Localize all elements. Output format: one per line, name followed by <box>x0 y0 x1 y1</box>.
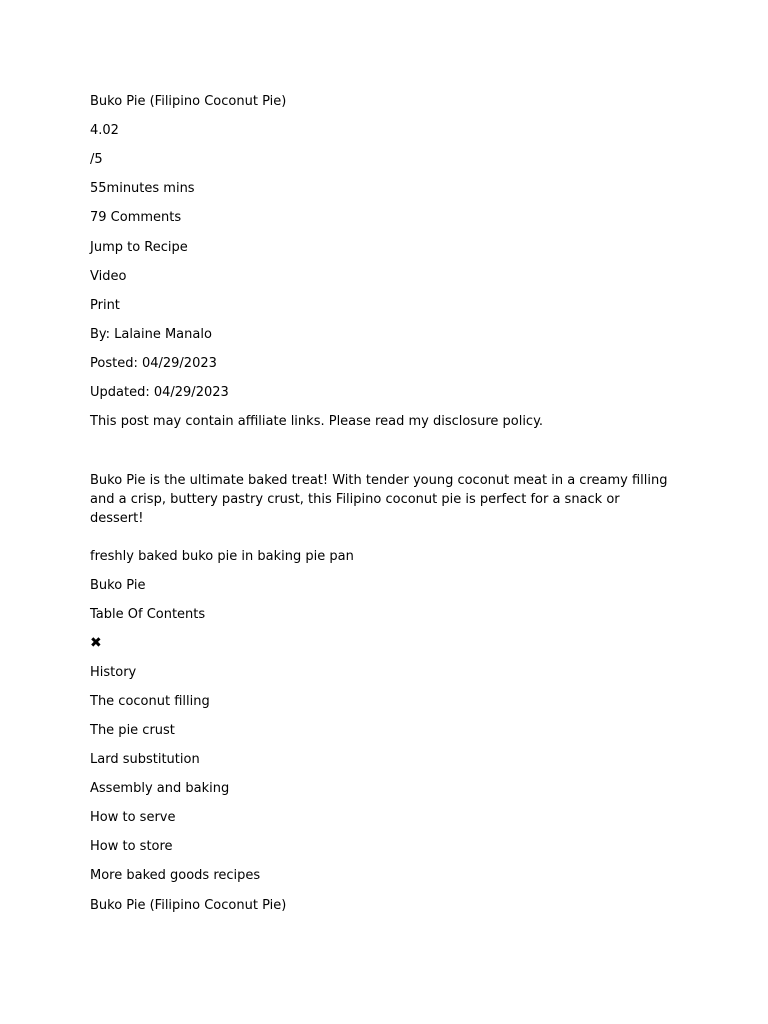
updated-date: Updated: 04/29/2023 <box>90 385 229 400</box>
jump-to-recipe-link[interactable]: Jump to Recipe <box>90 240 188 255</box>
toc-item-lard-substitution[interactable]: Lard substitution <box>90 752 200 767</box>
toc-item-recipe-card[interactable]: Buko Pie (Filipino Coconut Pie) <box>90 898 287 913</box>
disclosure-prefix: This post may contain affiliate links. Please read my <box>90 414 433 429</box>
rating-max: /5 <box>90 152 103 167</box>
post-title: Buko Pie (Filipino Coconut Pie) <box>90 94 287 109</box>
toc-title[interactable]: Table Of Contents <box>90 607 206 622</box>
toc-item-more-recipes[interactable]: More baked goods recipes <box>90 868 261 883</box>
disclosure-suffix: . <box>538 414 544 429</box>
toc-close-icon[interactable]: ✖ <box>90 635 102 651</box>
author-byline: By: Lalaine Manalo <box>90 327 212 342</box>
print-link[interactable]: Print <box>90 298 120 313</box>
disclosure-policy-link[interactable]: disclosure policy <box>432 414 539 429</box>
toc-item-coconut-filling[interactable]: The coconut filling <box>90 694 210 709</box>
toc-item-assembly-baking[interactable]: Assembly and baking <box>90 781 230 796</box>
toc-item-history[interactable]: History <box>90 665 137 680</box>
intro-paragraph: Buko Pie is the ultimate baked treat! With tender young coconut meat in a creamy filling and a crisp, buttery pastry crust, this Filipino coconut pie is perfect for a snack or dessert! <box>90 473 668 526</box>
recipe-image-alt: freshly baked buko pie in baking pie pan <box>90 549 354 564</box>
rating-value: 4.02 <box>90 123 119 138</box>
comments-link[interactable]: 79 Comments <box>90 210 182 225</box>
video-link[interactable]: Video <box>90 269 127 284</box>
toc-item-how-to-serve[interactable]: How to serve <box>90 810 176 825</box>
toc-item-pie-crust[interactable]: The pie crust <box>90 723 175 738</box>
image-caption: Buko Pie <box>90 578 146 593</box>
total-time: 55minutes mins <box>90 181 195 196</box>
toc-item-how-to-store[interactable]: How to store <box>90 839 173 854</box>
affiliate-disclosure <box>90 412 543 431</box>
posted-date: Posted: 04/29/2023 <box>90 356 217 371</box>
